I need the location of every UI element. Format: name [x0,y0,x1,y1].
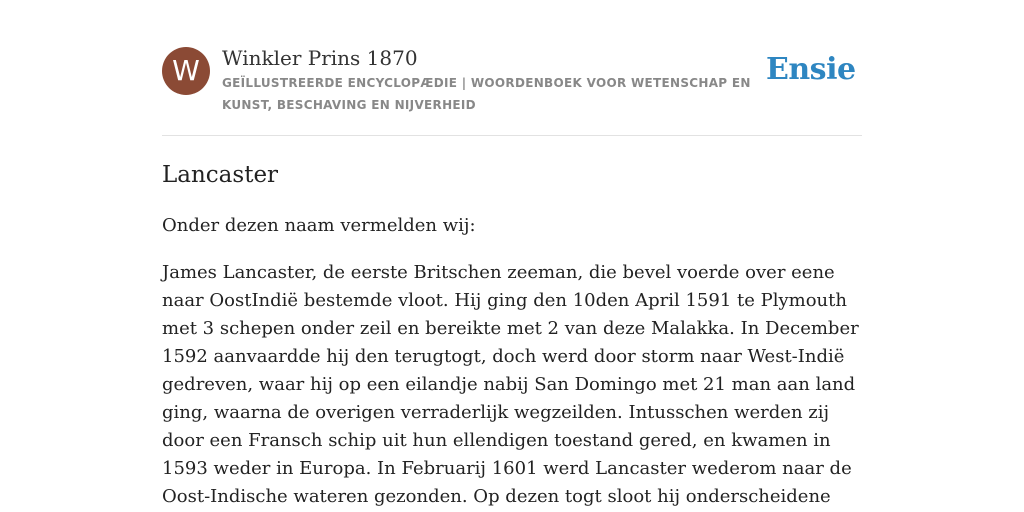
source-header [162,46,862,116]
avatar[interactable]: W [162,47,210,95]
page [162,0,862,512]
source-subtitle: GEÏLLUSTREERDE ENCYCLOPÆDIE | WOORDENBOEK VOOR WETENSCHAP EN KUNST, BESCHAVING EN NIJVERHEID [222,76,751,112]
entry-intro: Onder dezen naam vermelden wij: [162,215,476,236]
entry-title: Lancaster [162,162,279,188]
brand-logo[interactable]: Ensie [766,52,856,87]
source-title[interactable]: Winkler Prins 1870 [222,46,418,70]
divider [162,135,862,136]
entry-body: James Lancaster, de eerste Britschen zeeman, die bevel voerde over eene naar OostIndië bestemde vloot. Hij ging den 10den April 1591 te Plymouth met 3 schepen onder zeil en bereikte met 2 van deze Malakka. In December 1592 aanvaardde hij den terugtogt, doch werd door storm naar West-Indië gedreven, waar hij op een eilandje nabij San Domingo met 21 man aan land ging, waarna de overigen verraderlijk wegzeilden. Intusschen werden zij door een Fransch schip uit hun ellendigen toestand gered, en kwamen in 1593 weder in Europa. In Februarij 1601 werd Lancaster wederom naar de Oost-Indische wateren gezonden. Op dezen togt sloot hij onderscheidene [162,262,859,507]
